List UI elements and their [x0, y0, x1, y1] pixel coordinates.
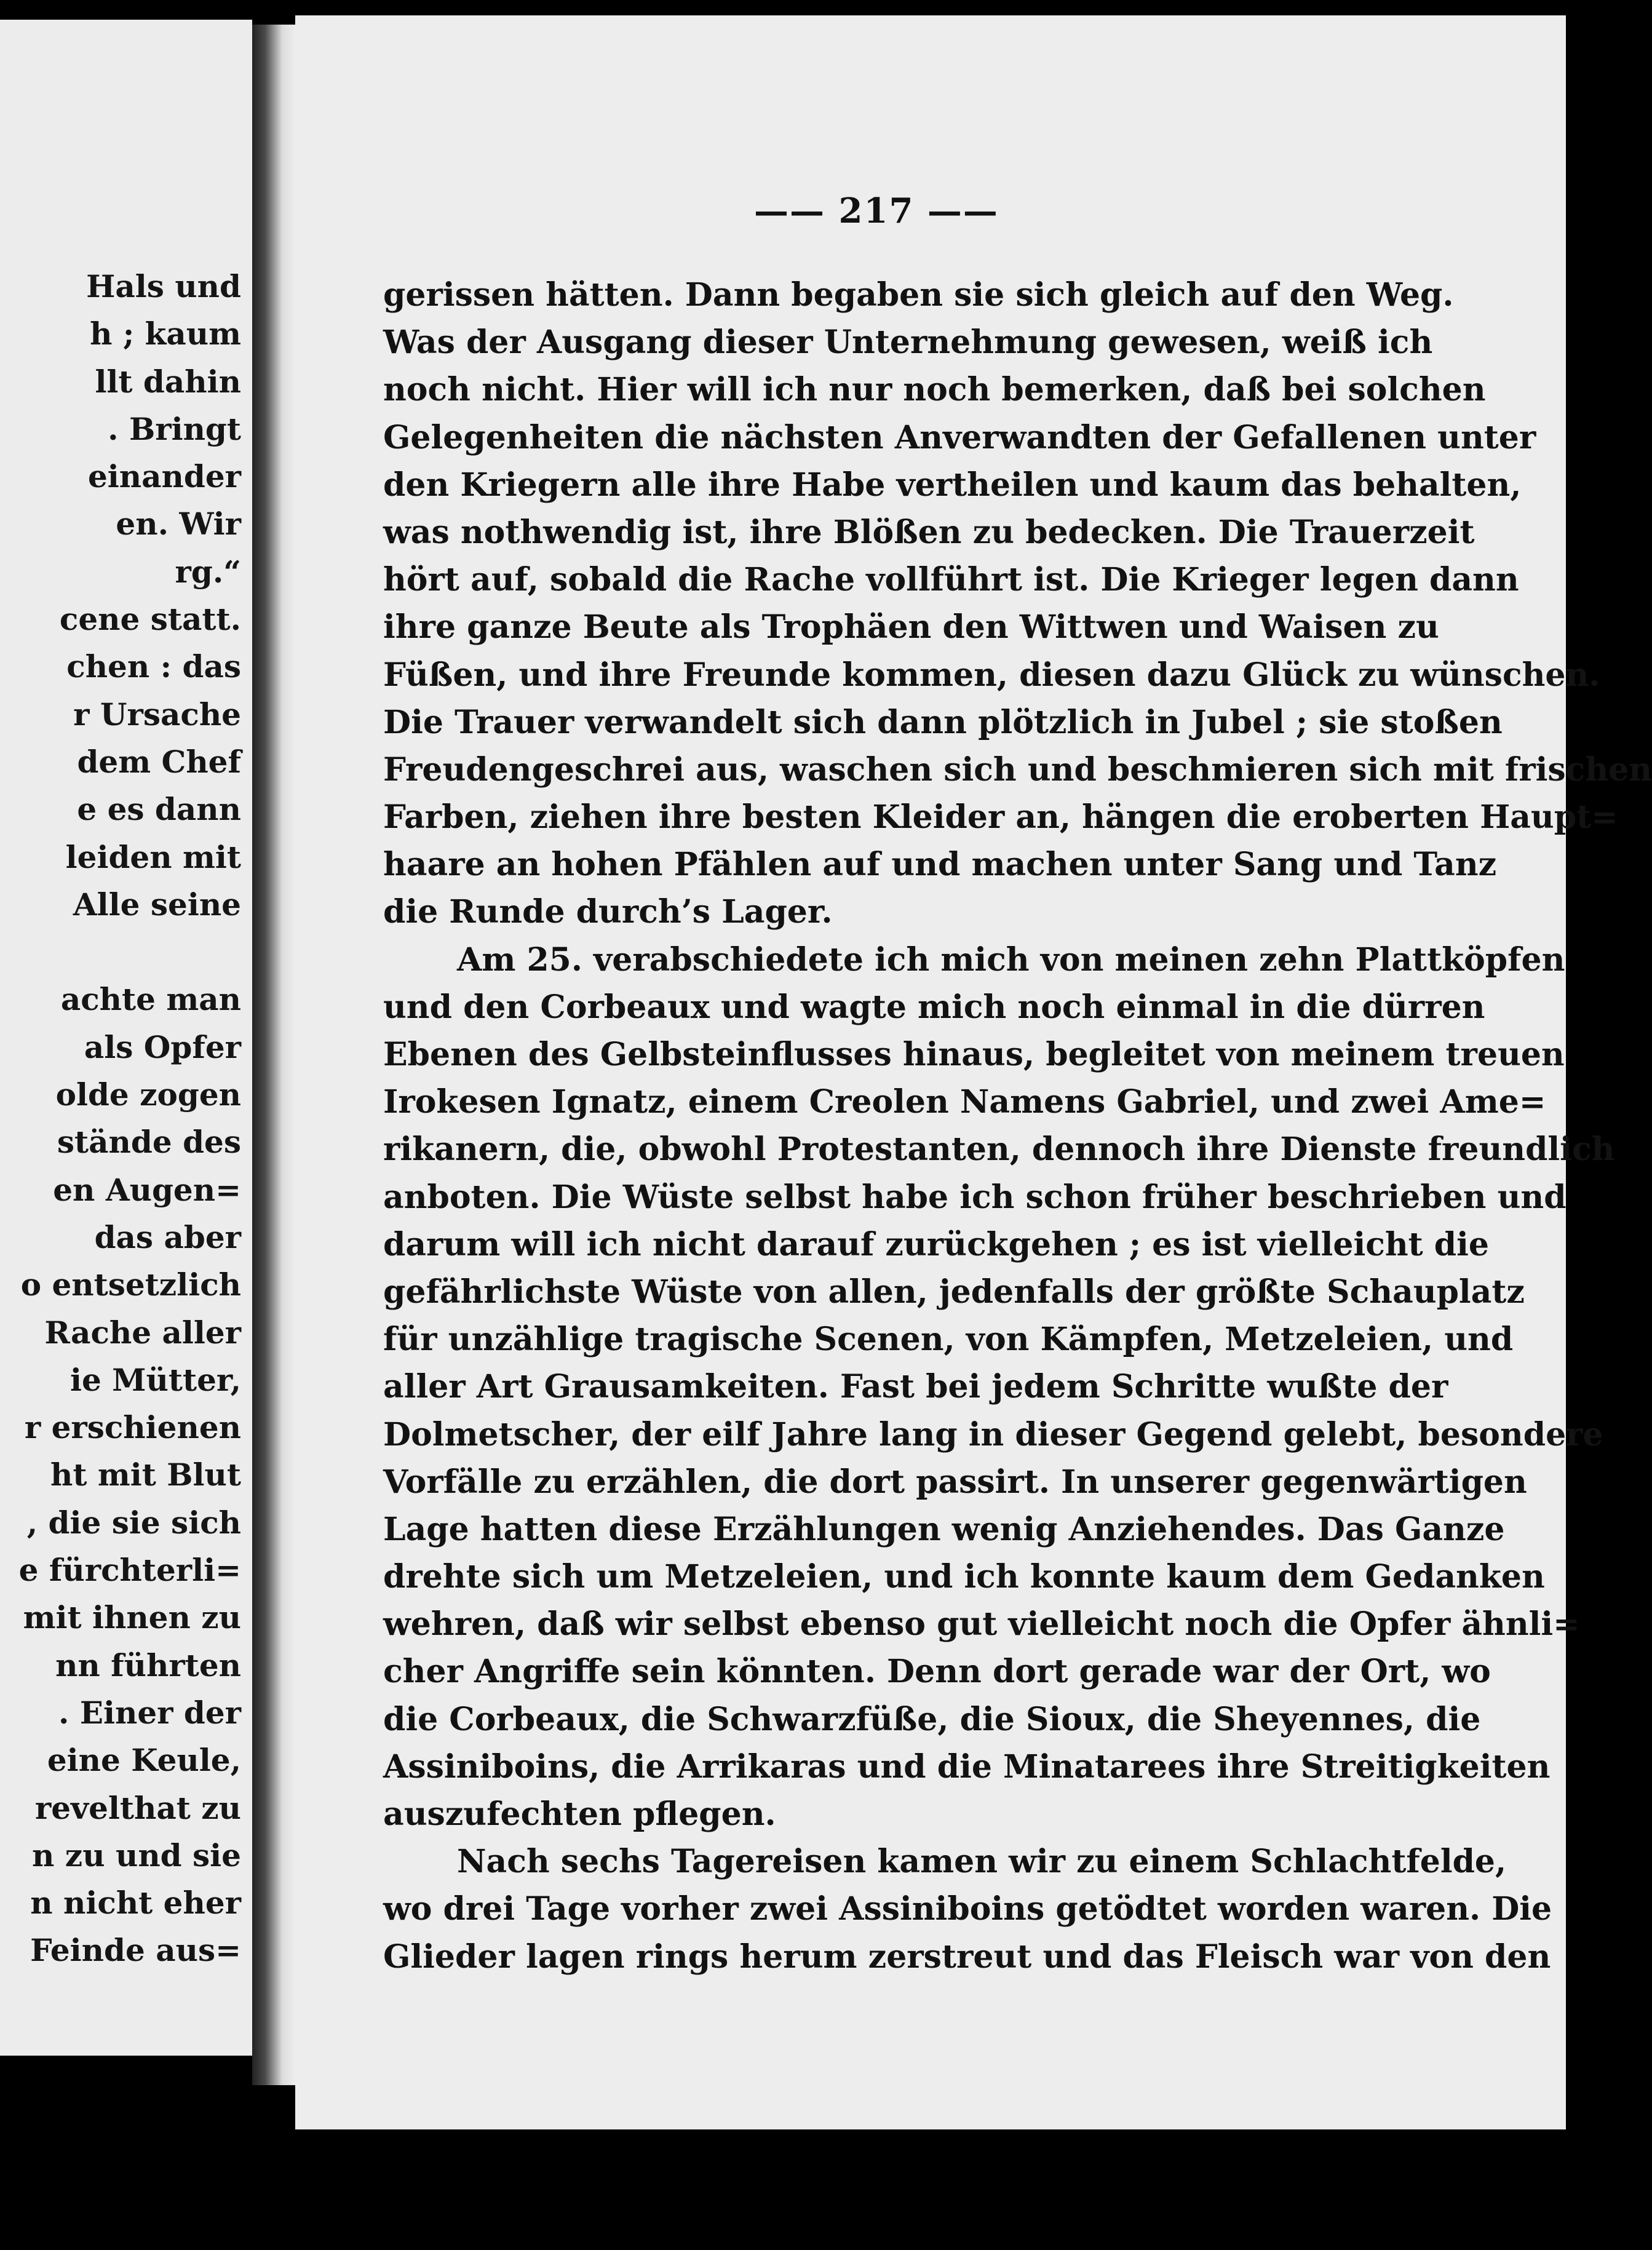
left-page-line: e fürchterli=: [18, 1552, 241, 1589]
left-page-line: Feinde aus=: [30, 1932, 241, 1969]
left-page-line: e es dann: [77, 791, 241, 828]
text-line: haare an hohen Pfählen auf und machen unter Sang und Tanz: [383, 846, 1497, 884]
text-line: Füßen, und ihre Freunde kommen, diesen dazu Glück zu wünschen.: [383, 656, 1600, 694]
text-line: die Runde durch’s Lager.: [383, 893, 833, 931]
text-line: Am 25. verabschiedete ich mich von meinen zehn Plattköpfen: [457, 940, 1565, 979]
left-page-line: . Einer der: [58, 1694, 241, 1731]
left-page-line: dem Chef: [77, 743, 241, 780]
text-line: noch nicht. Hier will ich nur noch bemerken, daß bei solchen: [383, 371, 1486, 409]
left-page-line: en Augen=: [53, 1171, 241, 1208]
text-line: was nothwendig ist, ihre Blößen zu bedecken. Die Trauerzeit: [383, 513, 1475, 551]
left-page-line: o entsetzlich: [20, 1266, 241, 1303]
text-line: wehren, daß wir selbst ebenso gut vielleicht noch die Opfer ähnli=: [383, 1605, 1580, 1644]
left-page-line: r Ursache: [73, 696, 241, 733]
left-page-line: . Bringt: [108, 410, 241, 447]
left-page-line: das aber: [94, 1218, 241, 1255]
text-line: Vorfälle zu erzählen, die dort passirt. In unserer gegenwärtigen: [383, 1463, 1527, 1501]
text-line: die Corbeaux, die Schwarzfüße, die Sioux, die Sheyennes, die: [383, 1700, 1481, 1738]
left-page-line: eine Keule,: [47, 1742, 241, 1779]
text-line: anboten. Die Wüste selbst habe ich schon früher beschrieben und: [383, 1178, 1567, 1216]
text-line: Lage hatten diese Erzählungen wenig Anziehendes. Das Ganze: [383, 1510, 1505, 1548]
left-page-line: rg.“: [175, 553, 241, 590]
right-page: [295, 15, 1652, 2129]
left-page-line: als Opfer: [84, 1028, 241, 1065]
left-page-line: Rache aller: [44, 1314, 241, 1351]
left-page-line: h ; kaum: [90, 316, 241, 352]
left-page-line: stände des: [57, 1124, 241, 1161]
text-line: Nach sechs Tagereisen kamen wir zu einem Schlachtfelde,: [457, 1843, 1507, 1881]
left-page-line: Alle seine: [73, 886, 241, 923]
left-page-line: achte man: [60, 981, 241, 1018]
left-page-line: cene statt.: [59, 601, 241, 638]
text-line: hört auf, sobald die Rache vollführt ist. Die Krieger legen dann: [383, 561, 1519, 599]
text-line: Was der Ausgang dieser Unternehmung gewesen, weiß ich: [383, 324, 1433, 362]
left-page-line: mit ihnen zu: [23, 1599, 241, 1636]
text-line: Glieder lagen rings herum zerstreut und das Fleisch war von den: [383, 1938, 1551, 1976]
left-page-line: r erschienen: [24, 1409, 241, 1446]
left-page-line: ie Mütter,: [69, 1361, 241, 1398]
text-line: und den Corbeaux und wagte mich noch einmal in die dürren: [383, 988, 1485, 1026]
left-page-line: [0, 928, 241, 976]
text-line: darum will ich nicht darauf zurückgehen ; es ist vielleicht die: [383, 1225, 1489, 1263]
text-line: gefährlichste Wüste von allen, jedenfalls der größte Schauplatz: [383, 1273, 1525, 1311]
left-page-line: leiden mit: [65, 838, 241, 875]
text-line: gerissen hätten. Dann begaben sie sich gleich auf den Weg.: [383, 276, 1454, 314]
left-page-line: Hals und: [86, 268, 241, 304]
left-page-line: chen : das: [66, 648, 241, 685]
text-line: Assiniboins, die Arrikaras und die Minatarees ihre Streitigkeiten: [383, 1747, 1551, 1786]
body-text: [383, 271, 1652, 1981]
text-line: aller Art Grausamkeiten. Fast bei jedem Schritte wußte der: [383, 1368, 1448, 1406]
text-line: drehte sich um Metzeleien, und ich konnte kaum dem Gedanken: [383, 1558, 1545, 1596]
text-line: cher Angriffe sein könnten. Denn dort gerade war der Ort, wo: [383, 1653, 1491, 1691]
text-line: Farben, ziehen ihre besten Kleider an, hängen die eroberten Haupt=: [383, 798, 1618, 837]
text-line: Die Trauer verwandelt sich dann plötzlich in Jubel ; sie stoßen: [383, 703, 1503, 741]
left-page-line: nn führten: [55, 1647, 241, 1684]
text-line: Freudengeschrei aus, waschen sich und beschmieren sich mit frischen: [383, 750, 1652, 789]
left-page-line: einander: [87, 458, 241, 495]
text-line: Ebenen des Gelbsteinflusses hinaus, begleitet von meinem treuen: [383, 1036, 1565, 1073]
left-page-line: llt dahin: [95, 363, 241, 400]
page-number: —— 217 ——: [754, 191, 999, 231]
text-line: rikanern, die, obwohl Protestanten, dennoch ihre Dienste freundlich: [383, 1131, 1615, 1169]
left-page-line: , die sie sich: [26, 1504, 241, 1541]
left-page-line: ht mit Blut: [50, 1457, 241, 1493]
left-page-line: n nicht eher: [30, 1885, 241, 1922]
text-line: auszufechten pflegen.: [383, 1795, 776, 1833]
left-page-text: [0, 263, 241, 1974]
left-page-line: revelthat zu: [34, 1789, 241, 1826]
text-line: für unzählige tragische Scenen, von Kämpfen, Metzeleien, und: [383, 1321, 1514, 1359]
text-line: Irokesen Ignatz, einem Creolen Namens Gabriel, und zwei Ame=: [383, 1083, 1546, 1121]
book-gutter: [252, 25, 295, 2085]
left-page-line: en. Wir: [116, 506, 241, 543]
text-line: wo drei Tage vorher zwei Assiniboins getödtet worden waren. Die: [383, 1890, 1552, 1928]
left-page-line: olde zogen: [55, 1076, 241, 1113]
left-page: [0, 20, 252, 2056]
text-line: ihre ganze Beute als Trophäen den Wittwen und Waisen zu: [383, 608, 1439, 646]
left-page-line: n zu und sie: [32, 1837, 241, 1874]
text-line: den Kriegern alle ihre Habe vertheilen und kaum das behalten,: [383, 466, 1522, 504]
text-line: Dolmetscher, der eilf Jahre lang in dieser Gegend gelebt, besondere: [383, 1415, 1603, 1453]
text-line: Gelegenheiten die nächsten Anverwandten der Gefallenen unter: [383, 418, 1536, 456]
